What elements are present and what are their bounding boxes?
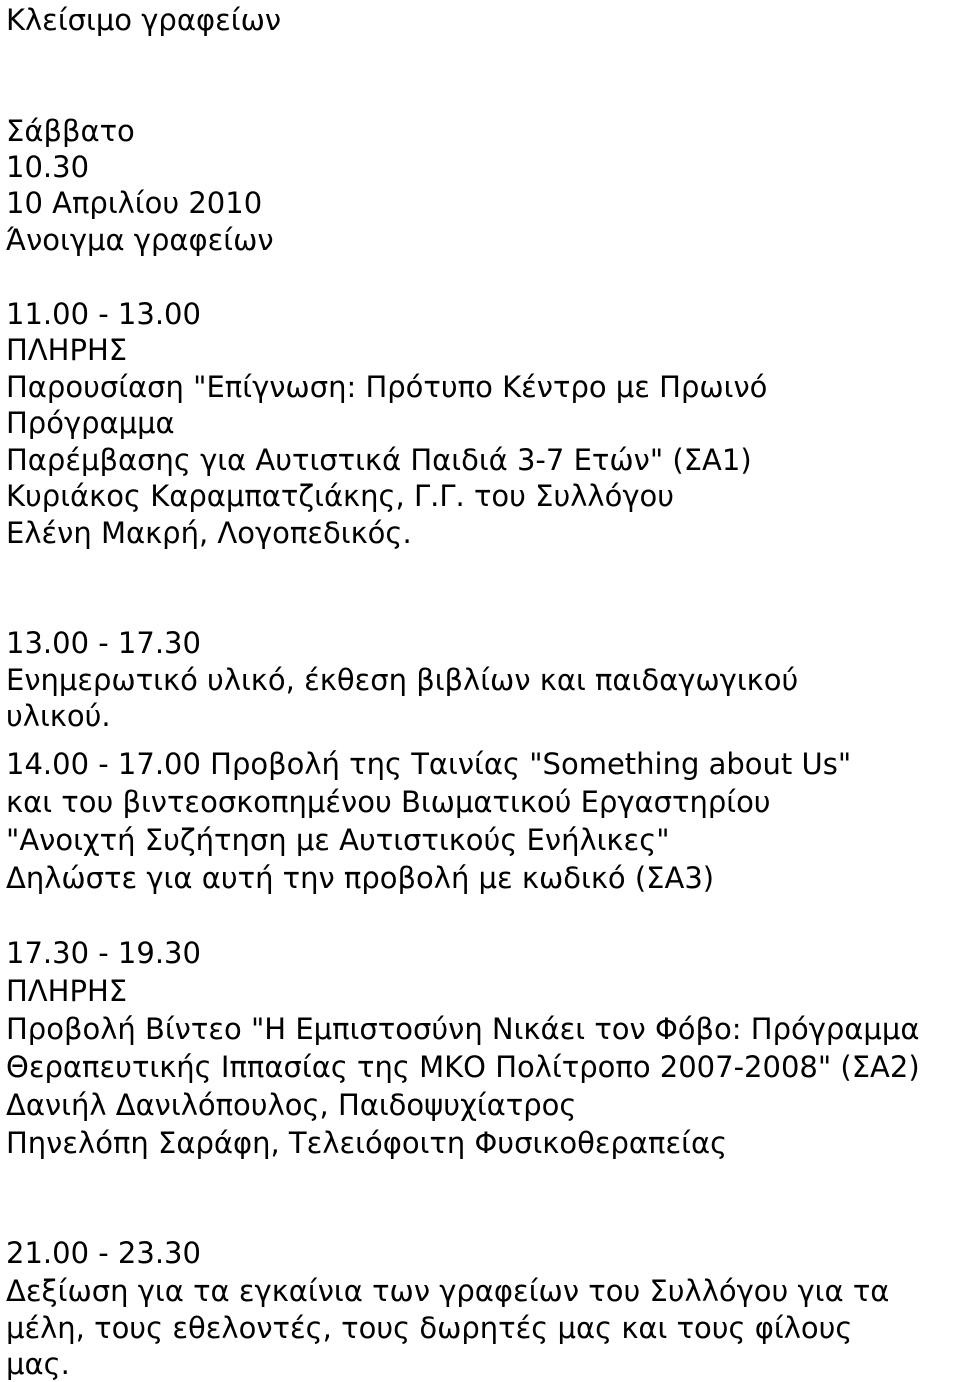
session-1-speaker-1: Κυριάκος Καραμπατζιάκης, Γ.Γ. του Συλλόγου <box>6 479 675 513</box>
date-label: 10 Απριλίου 2010 <box>6 186 263 220</box>
session-1-status: ΠΛΗΡΗΣ <box>6 333 128 367</box>
office-opening-label: Άνοιγμα γραφείων <box>6 223 274 257</box>
day-label: Σάββατο <box>6 114 135 148</box>
session-1-time: 11.00 - 13.00 <box>6 297 201 331</box>
heading-office-closing: Κλείσιμο γραφείων <box>6 3 282 37</box>
session-4-title-line-1: Προβολή Βίντεο "Η Εμπιστοσύνη Νικάει τον Φόβο: Πρόγραμμα <box>6 1012 920 1046</box>
session-4-speaker-2: Πηνελόπη Σαράφη, Τελειόφοιτη Φυσικοθεραπείας <box>6 1126 728 1160</box>
reception-desc-line-2: μέλη, τους εθελοντές, τους δωρητές μας και τους φίλους <box>6 1311 853 1345</box>
session-2-desc-line-1: Ενημερωτικό υλικό, έκθεση βιβλίων και παιδαγωγικού <box>6 663 799 697</box>
session-3-line-4: Δηλώστε για αυτή την προβολή με κωδικό (ΣΑ3) <box>6 861 715 895</box>
session-1-title-line-2: Πρόγραμμα <box>6 406 175 440</box>
session-2-desc-line-2: υλικού. <box>6 699 111 733</box>
session-4-title-line-2: Θεραπευτικής Ιππασίας της ΜΚΟ Πολίτροπο 2007-2008" (ΣΑ2) <box>6 1050 920 1084</box>
session-4-speaker-1: Δανιήλ Δανιλόπουλος, Παιδοψυχίατρος <box>6 1088 577 1122</box>
reception-desc-line-3: μας. <box>6 1347 70 1381</box>
session-1-title-line-3: Παρέμβασης για Αυτιστικά Παιδιά 3-7 Ετών" (ΣΑ1) <box>6 443 752 477</box>
session-3-line-1: 14.00 - 17.00 Προβολή της Ταινίας "Something about Us" <box>6 747 852 781</box>
session-4-status: ΠΛΗΡΗΣ <box>6 974 128 1008</box>
reception-time: 21.00 - 23.30 <box>6 1236 201 1270</box>
session-2-time: 13.00 - 17.30 <box>6 626 201 660</box>
session-1-speaker-2: Ελένη Μακρή, Λογοπεδικός. <box>6 516 412 550</box>
session-4-time: 17.30 - 19.30 <box>6 936 201 970</box>
session-3-line-3: "Ανοιχτή Συζήτηση με Αυτιστικούς Ενήλικες" <box>6 823 670 857</box>
session-1-title-line-1: Παρουσίαση "Επίγνωση: Πρότυπο Κέντρο με Πρωινό <box>6 370 768 404</box>
time-label: 10.30 <box>6 150 90 184</box>
reception-desc-line-1: Δεξίωση για τα εγκαίνια των γραφείων του Συλλόγου για τα <box>6 1274 890 1308</box>
session-3-line-2: και του βιντεοσκοπημένου Βιωματικού Εργαστηρίου <box>6 785 771 819</box>
